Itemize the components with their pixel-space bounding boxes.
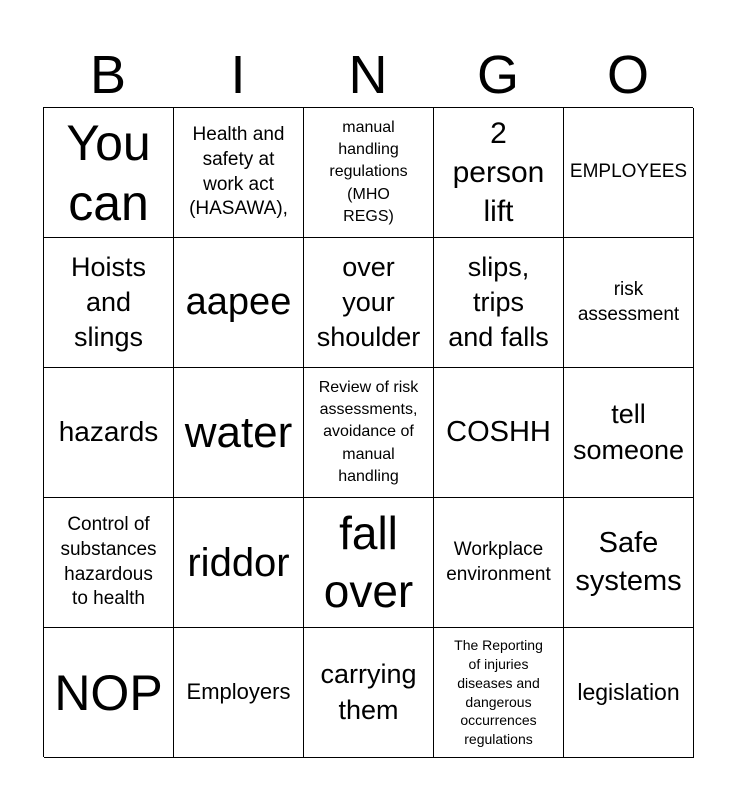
header-letter-g: G [476, 45, 519, 105]
bingo-cell[interactable] [44, 108, 174, 238]
bingo-cell-text: NOP [54, 664, 163, 721]
bingo-cell[interactable] [174, 368, 304, 498]
bingo-cell[interactable] [304, 108, 434, 238]
bingo-cell-text: tell someone [572, 399, 685, 465]
header-letter-o: O [606, 45, 649, 105]
bingo-cell[interactable] [304, 628, 434, 758]
bingo-cell[interactable] [304, 498, 434, 628]
bingo-cell-text: risk assessment [577, 278, 680, 325]
bingo-cell[interactable] [564, 108, 694, 238]
bingo-cell-text: Safe systems [575, 526, 682, 597]
bingo-cell[interactable] [44, 628, 174, 758]
bingo-cell[interactable] [564, 238, 694, 368]
bingo-cell-text: slips, trips and falls [448, 251, 549, 353]
bingo-cell[interactable] [434, 108, 564, 238]
bingo-cell-text: water [184, 407, 293, 457]
bingo-cell-text: fall over [323, 507, 414, 617]
bingo-cell[interactable] [434, 628, 564, 758]
bingo-cell-text: 2 person lift [452, 117, 545, 228]
bingo-cell[interactable] [304, 238, 434, 368]
bingo-cell[interactable] [174, 628, 304, 758]
bingo-cell-text: hazards [58, 416, 159, 448]
bingo-cell-text: Review of risk assessments, avoidance of manual handling [318, 378, 419, 486]
bingo-cell[interactable] [434, 368, 564, 498]
bingo-cell[interactable] [174, 108, 304, 238]
bingo-cell[interactable] [434, 238, 564, 368]
bingo-cell-text: manual handling regulations (MHO REGS) [329, 118, 408, 226]
bingo-board [43, 107, 693, 757]
bingo-cell-text: You can [66, 114, 151, 231]
bingo-cell-text: aapee [185, 280, 292, 323]
header-letter-i: I [230, 45, 246, 105]
bingo-cell[interactable] [564, 368, 694, 498]
bingo-cell-text: EMPLOYEES [569, 161, 688, 183]
bingo-cell-text: riddor [187, 540, 290, 585]
bingo-header [43, 42, 693, 108]
bingo-cell[interactable] [304, 368, 434, 498]
bingo-cell[interactable] [434, 498, 564, 628]
bingo-cell-text: Control of substances hazardous to health [60, 514, 157, 610]
header-letter-n: N [348, 45, 388, 105]
bingo-cell-text: over your shoulder [316, 251, 421, 353]
bingo-cell-text: The Reporting of injuries diseases and dangerous occurrences regulations [454, 636, 543, 748]
bingo-cell[interactable] [174, 498, 304, 628]
bingo-cell[interactable] [564, 628, 694, 758]
bingo-cell-text: Employers [186, 679, 291, 705]
bingo-cell-text: Hoists and slings [70, 251, 146, 353]
bingo-cell[interactable] [44, 498, 174, 628]
bingo-cell-text: Health and safety at work act (HASAWA), [189, 124, 288, 220]
bingo-cell-text: COSHH [446, 415, 551, 448]
bingo-cell-text: Workplace environment [446, 538, 551, 585]
bingo-cell[interactable] [44, 368, 174, 498]
bingo-cell[interactable] [44, 238, 174, 368]
bingo-cell[interactable] [174, 238, 304, 368]
header-letter-b: B [89, 45, 127, 105]
bingo-cell-text: carrying them [320, 659, 417, 725]
bingo-cell-text: legislation [577, 678, 680, 705]
bingo-cell[interactable] [564, 498, 694, 628]
